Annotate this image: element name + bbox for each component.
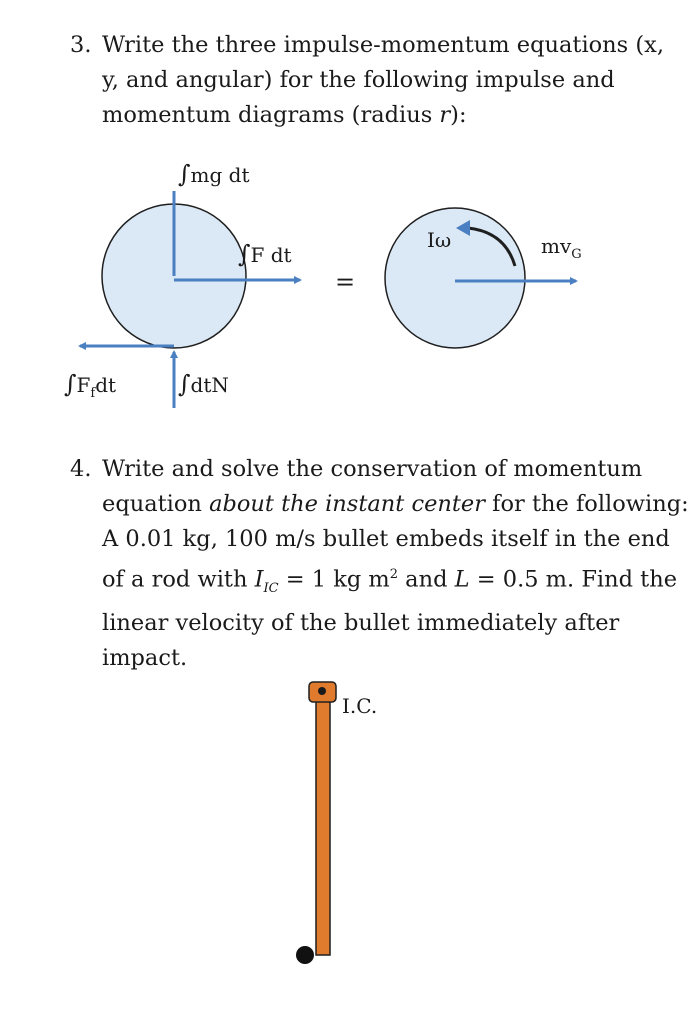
problem-3-line-3: momentum diagrams (radius r): — [102, 102, 467, 128]
instant-center-label: I.C. — [342, 694, 378, 718]
problem-4-line-1: Write and solve the conservation of momentum — [102, 456, 643, 482]
problem-4-line-6: impact. — [102, 645, 188, 671]
problem-4-text — [102, 452, 689, 676]
bullet — [296, 946, 314, 964]
problem-4-line-5: linear velocity of the bullet immediately after — [102, 610, 620, 636]
rod — [316, 685, 330, 955]
pivot-pin — [318, 687, 326, 695]
problem-3-line-1: Write the three impulse-momentum equations (x, — [102, 32, 664, 58]
equals-sign: = — [335, 268, 356, 296]
momentum-body-circle — [385, 208, 525, 348]
linear-momentum-label: $mv_G$ — [541, 234, 582, 262]
f-dt-label: ∫F dt — [238, 240, 292, 268]
problem-4-line-4: of a rod with $I_{IC} = 1$ kg $m^2$ and L = 0.5 m. Find the — [102, 566, 678, 596]
problem-4-line-2: equation about the instant center for the following: — [102, 491, 689, 517]
friction-label: $\int F_fdt$ — [64, 370, 117, 401]
problem-3-number: 3. — [70, 32, 92, 58]
problem-4-line-3: A 0.01 kg, 100 m/s bullet embeds itself in the end — [102, 526, 670, 552]
problem-4-number: 4. — [70, 456, 92, 482]
angular-momentum-label: Iω — [427, 228, 452, 252]
problem-3-line-2: y, and angular) for the following impulse and — [102, 67, 615, 93]
normal-label: ∫dtN — [178, 370, 229, 398]
mg-dt-label: ∫mg dt — [178, 160, 250, 188]
